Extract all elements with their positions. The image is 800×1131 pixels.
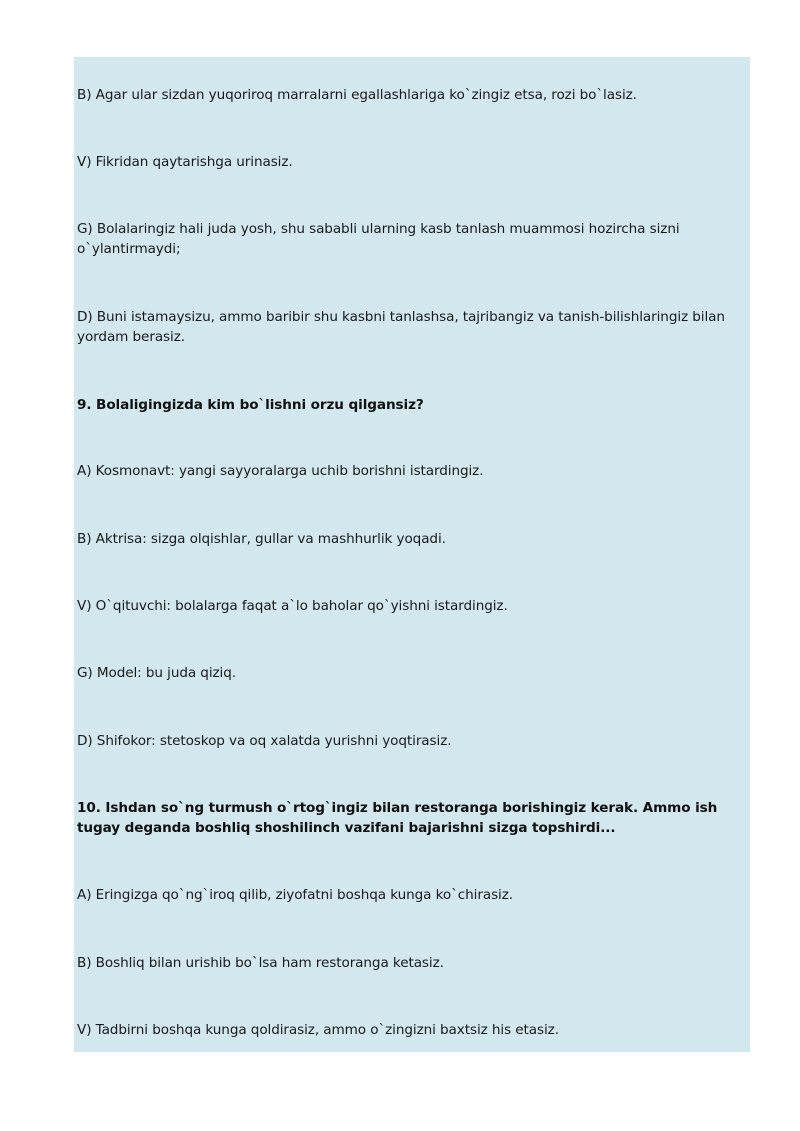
q8-option-b: B) Agar ular sizdan yuqoriroq marralarni egallashlariga ko`zingiz etsa, rozi bo`lasiz.	[77, 87, 637, 103]
q9-question: 9. Bolaligingizda kim bo`lishni orzu qilgansiz?	[77, 397, 424, 413]
q8-option-d: D) Buni istamaysizu, ammo baribir shu kasbni tanlashsa, tajribangiz va tanish-bilishlaringiz bilan yordam berasiz.	[77, 309, 725, 345]
q8-option-v: V) Fikridan qaytarishga urinasiz.	[77, 154, 293, 170]
q8-option-g: G) Bolalaringiz hali juda yosh, shu sababli ularning kasb tanlash muammosi hozircha sizni o`ylantirmaydi;	[77, 221, 680, 257]
q9-option-b: B) Aktrisa: sizga olqishlar, gullar va mashhurlik yoqadi.	[77, 531, 446, 547]
q10-option-v: V) Tadbirni boshqa kunga qoldirasiz, ammo o`zingizni baxtsiz his etasiz.	[77, 1022, 559, 1038]
q10-question: 10. Ishdan so`ng turmush o`rtog`ingiz bilan restoranga borishingiz kerak. Ammo ish tugay deganda boshliq shoshilinch vazifani bajarishni sizga topshirdi...	[77, 800, 718, 836]
q9-option-d: D) Shifokor: stetoskop va oq xalatda yurishni yoqtirasiz.	[77, 733, 452, 749]
q10-option-b: B) Boshliq bilan urishib bo`lsa ham restoranga ketasiz.	[77, 955, 444, 971]
q10-option-a: A) Eringizga qo`ng`iroq qilib, ziyofatni boshqa kunga ko`chirasiz.	[77, 887, 513, 903]
q9-option-g: G) Model: bu juda qiziq.	[77, 665, 236, 681]
q9-option-a: A) Kosmonavt: yangi sayyoralarga uchib borishni istardingiz.	[77, 463, 484, 479]
q9-option-v: V) O`qituvchi: bolalarga faqat a`lo baholar qo`yishni istardingiz.	[77, 598, 508, 614]
